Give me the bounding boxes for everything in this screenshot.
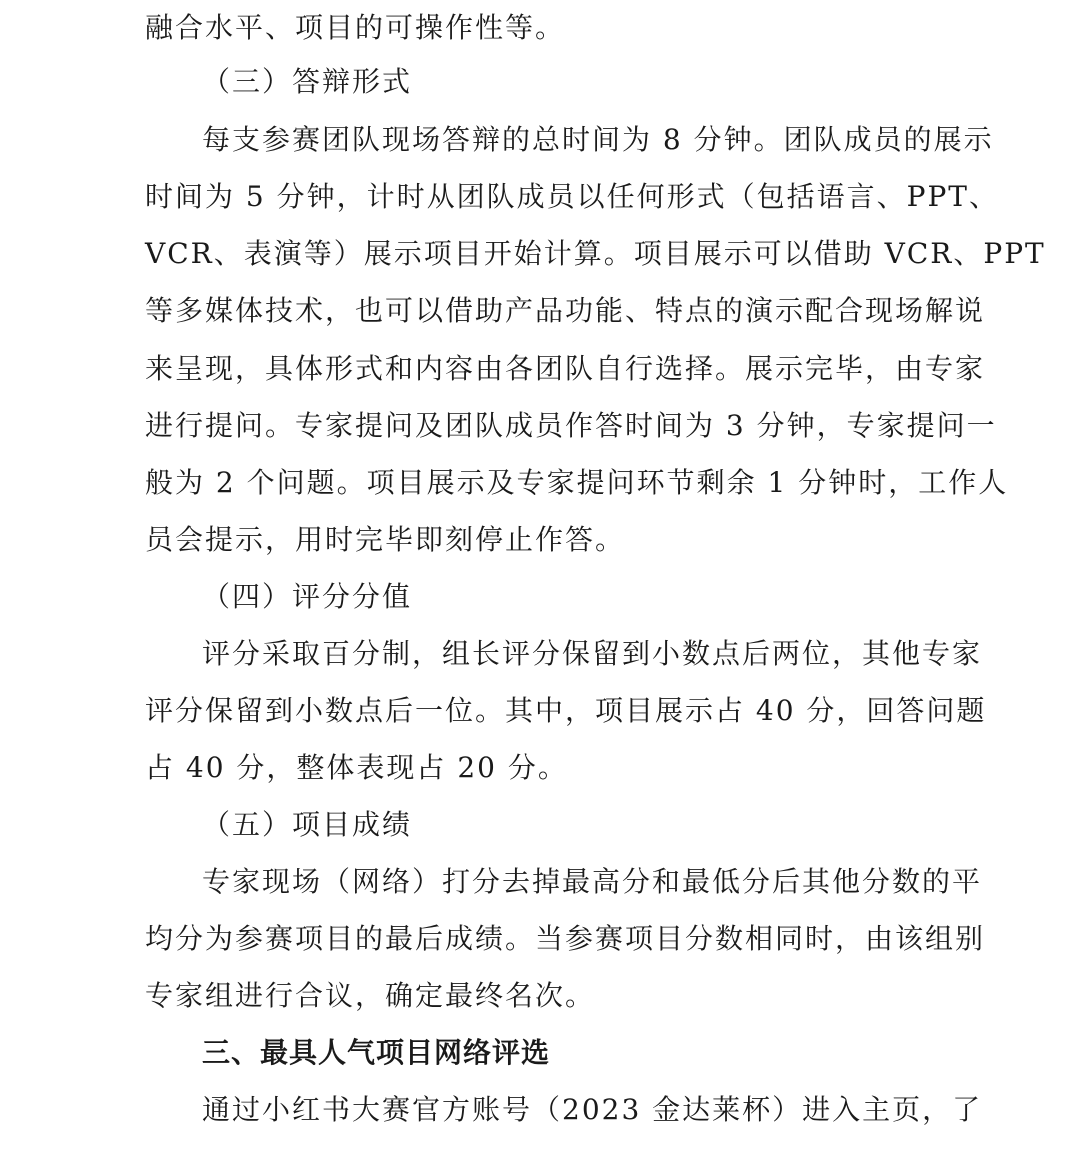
- paragraph-line: 时间为 5 分钟，计时从团队成员以任何形式（包括语言、PPT、: [145, 180, 999, 213]
- paragraph-line: 均分为参赛项目的最后成绩。当参赛项目分数相同时，由该组别: [145, 922, 986, 955]
- paragraph-line: 评分保留到小数点后一位。其中，项目展示占 40 分，回答问题: [145, 694, 987, 727]
- paragraph-line: 专家现场（网络）打分去掉最高分和最低分后其他分数的平: [202, 865, 983, 898]
- paragraph-line: 等多媒体技术，也可以借助产品功能、特点的演示配合现场解说: [145, 294, 986, 327]
- body-text-line: 融合水平、项目的可操作性等。: [145, 11, 566, 44]
- paragraph-line: 来呈现，具体形式和内容由各团队自行选择。展示完毕，由专家: [145, 352, 986, 385]
- paragraph-line: 员会提示，用时完毕即刻停止作答。: [145, 523, 626, 556]
- paragraph-line: 进行提问。专家提问及团队成员作答时间为 3 分钟，专家提问一: [145, 409, 997, 442]
- paragraph-line: 评分采取百分制，组长评分保留到小数点后两位，其他专家: [202, 637, 983, 670]
- paragraph-line: 占 40 分，整体表现占 20 分。: [145, 751, 568, 784]
- paragraph-line: 每支参赛团队现场答辩的总时间为 8 分钟。团队成员的展示: [202, 123, 994, 156]
- section-heading: （五）项目成绩: [202, 808, 413, 841]
- paragraph-line: VCR、表演等）展示项目开始计算。项目展示可以借助 VCR、PPT: [145, 237, 1046, 270]
- paragraph-line: 般为 2 个问题。项目展示及专家提问环节剩余 1 分钟时，工作人: [145, 466, 1009, 499]
- chapter-heading: 三、最具人气项目网络评选: [202, 1036, 551, 1069]
- section-heading: （三）答辩形式: [202, 65, 413, 98]
- paragraph-line: 通过小红书大赛官方账号（2023 金达莱杯）进入主页，了: [202, 1093, 983, 1126]
- paragraph-line: 专家组进行合议，确定最终名次。: [145, 979, 596, 1012]
- section-heading: （四）评分分值: [202, 580, 413, 613]
